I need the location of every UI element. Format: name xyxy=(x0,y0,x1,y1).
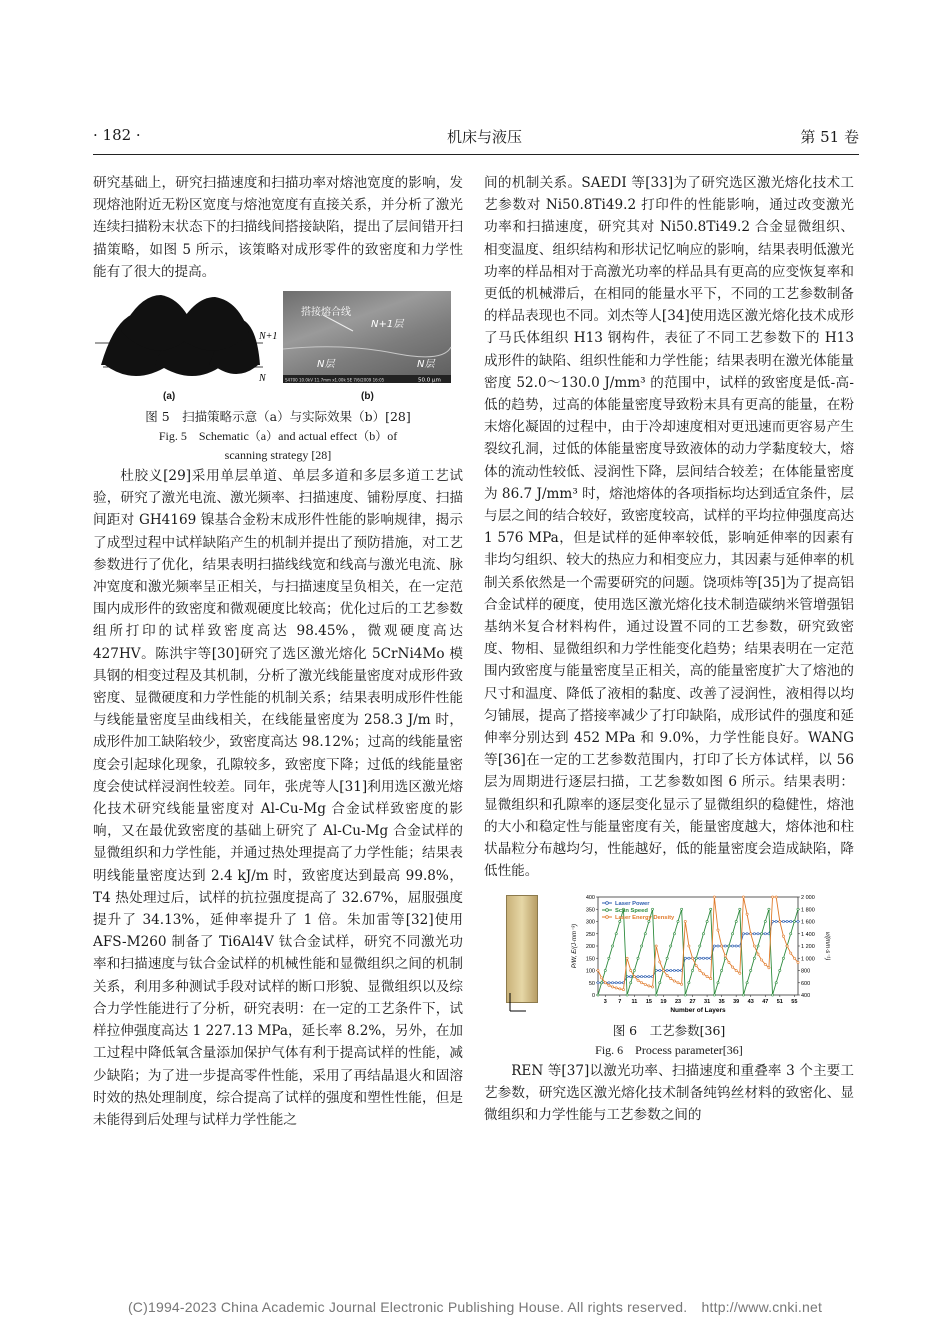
series-point-2 xyxy=(724,954,726,956)
series-point-1 xyxy=(771,993,773,995)
series-point-2 xyxy=(717,928,719,930)
sem-overlay xyxy=(283,291,451,383)
series-point-0 xyxy=(637,975,639,977)
series-point-1 xyxy=(666,957,668,959)
series-point-2 xyxy=(768,966,770,968)
left-tick-label: 100 xyxy=(585,968,595,974)
series-point-2 xyxy=(757,952,759,954)
series-point-1 xyxy=(761,932,763,934)
series-point-2 xyxy=(793,957,795,959)
x-tick-label: 51 xyxy=(776,998,783,1005)
series-point-0 xyxy=(659,969,661,971)
series-point-0 xyxy=(742,932,744,934)
series-point-1 xyxy=(731,932,733,934)
x-tick-label: 7 xyxy=(618,998,622,1005)
series-point-2 xyxy=(688,944,690,946)
series-point-2 xyxy=(771,895,773,897)
figure-6-caption-cn: 图 6 工艺参数[36] xyxy=(612,1022,726,1038)
series-point-2 xyxy=(786,944,788,946)
legend-marker xyxy=(606,901,609,904)
series-point-1 xyxy=(670,944,672,946)
series-point-1 xyxy=(779,969,781,971)
series-point-2 xyxy=(659,960,661,962)
y-axis-right-label: v/(mm·s⁻¹) xyxy=(824,931,830,960)
series-point-1 xyxy=(764,920,766,922)
series-point-0 xyxy=(786,920,788,922)
series-point-0 xyxy=(753,932,755,934)
series-point-2 xyxy=(695,964,697,966)
subfigure-label-a: (a) xyxy=(163,391,176,403)
series-point-0 xyxy=(797,920,799,922)
photo-n-right-label: N层 xyxy=(417,359,435,371)
series-point-1 xyxy=(750,969,752,971)
photo-n-left-label: N层 xyxy=(317,359,335,371)
left-tick-label: 0 xyxy=(591,992,595,999)
figure-6-caption-en: Fig. 6 Process parameter[36] xyxy=(595,1042,743,1057)
x-tick-label: 23 xyxy=(674,998,682,1005)
series-point-2 xyxy=(601,976,603,978)
figure-5-caption-cn: 图 5 扫描策略示意（a）与实际效果（b）[28] xyxy=(145,409,411,425)
series-point-0 xyxy=(731,944,733,946)
series-point-1 xyxy=(753,957,755,959)
sem-info: S4700 10.0kV 11.7mm x1.00k SE 7/6/2009 16:05 xyxy=(285,377,385,383)
paragraph: REN 等[37]以激光功率、扫描速度和重叠率 3 个主要工艺参数，研究选区激光熔化技术制备纯钨丝材料的致密化、显微组织和力学性能与工艺参数之间的 xyxy=(484,1062,854,1123)
figure-5-caption-en-line1: Fig. 5 Schematic（a）and actual effect（b）of xyxy=(158,429,398,444)
series-point-1 xyxy=(695,957,697,959)
series-point-2 xyxy=(637,979,639,981)
journal-name: 机床与液压 xyxy=(447,128,523,146)
series-point-2 xyxy=(764,963,766,965)
series-point-2 xyxy=(611,985,613,987)
left-tick-label: 400 xyxy=(585,894,595,901)
series-point-1 xyxy=(597,993,599,995)
series-point-2 xyxy=(615,986,617,988)
series-point-2 xyxy=(779,920,781,922)
series-point-1 xyxy=(721,969,723,971)
left-tick-label: 150 xyxy=(585,955,595,962)
series-point-1 xyxy=(782,957,784,959)
series-point-1 xyxy=(797,908,799,910)
series-point-1 xyxy=(637,957,639,959)
series-point-1 xyxy=(626,993,628,995)
series-point-2 xyxy=(673,979,675,981)
series-point-0 xyxy=(757,932,759,934)
running-header xyxy=(93,126,859,152)
series-point-1 xyxy=(793,920,795,922)
series-point-2 xyxy=(604,981,606,983)
series-point-2 xyxy=(702,972,704,974)
left-tick-label: 250 xyxy=(585,931,595,938)
series-point-0 xyxy=(706,957,708,959)
x-axis-label: Number of Layers xyxy=(670,1006,726,1014)
series-point-1 xyxy=(728,944,730,946)
series-point-2 xyxy=(775,895,777,897)
series-point-2 xyxy=(597,969,599,971)
series-point-1 xyxy=(710,908,712,910)
series-point-2 xyxy=(677,981,679,983)
series-point-1 xyxy=(699,944,701,946)
series-point-0 xyxy=(615,981,617,983)
series-point-0 xyxy=(775,920,777,922)
right-tick-label: 800 xyxy=(801,968,811,974)
series-point-1 xyxy=(611,944,613,946)
series-point-0 xyxy=(677,969,679,971)
right-tick-label: 2 000 xyxy=(801,894,815,901)
left-column xyxy=(93,172,463,1131)
x-tick-label: 39 xyxy=(733,998,740,1005)
legend-entry: Laser Power xyxy=(615,900,650,907)
series-point-1 xyxy=(641,944,643,946)
series-point-2 xyxy=(735,969,737,971)
series-point-2 xyxy=(608,984,610,986)
series-point-2 xyxy=(651,985,653,987)
series-point-2 xyxy=(626,957,628,959)
paragraph: 间的机制关系。SAEDI 等[33]为了研究选区激光熔化技术工艺参数对 Ni50.8Ti49.2 打印件的性能影响，通过改变激光功率和扫描速度，研究其对 Ni50.8Ti49.2 合金显微组织、相变温度、组织结构和形状记忆响应的影响，结果表明低激光功率的样品相对于高激光功率的样品具有更高的应变恢复率和更低的机械滞后，在相同的能量水平下，不同的工艺参数制备的样品表现也不同。刘杰等人[34]使用选区激光熔化技术成形了马氏体组织 H13 钢构件，表征了不同工艺参数下的 H13 成形件的缺陷、组织性能和力学性能；结果表明在激光体能量密度 52.0～130.0 J/mm³ 的范围中，试样的致密度是低-高-低的趋势，过高的体能量密度导致粉末具有更高的能量，在粉末熔化凝固的过程中，由于冷却速度相对更迅速而更容易产生裂纹孔洞，过低的体能量密度导致液体的动力学黏度较大，熔体的流动性较低、浸润性下降，层间结合较差；在体能量密度为 86.7 J/mm³ 时，熔池熔体的各项指标均达到适宜条件，层与层之间的结合较好，致密度较高，试样的平均拉伸强度高达 1 576 MPa，但是试样的延伸率较低，影响延伸率的因素有非均匀组织、较大的热应力和相变应力，其因素与延伸率的机制关系依然是一个需要研究的问题。饶项炜等[35]为了提高铝合金试样的硬度，使用选区激光熔化技术制造碳纳米管增强铝基纳米复合材料构件，通过设置不同的工艺参数，研究致密度、物相、显微组织和力学性能变化趋势；结果表明在一定范围内致密度与能量密度呈正相关，高的能量密度扩大了熔池的尺寸和温度、降低了液相的黏度、改善了浸润性，液相得以均匀铺展，提高了搭接率减少了打印缺陷，成形试件的强度和延伸率分别达到 452 MPa 和 9.0%，力学性能良好。WANG 等[36]在一定的工艺参数范围内，打印了长方体试样，以 56 层为周期进行逐层扫描，工艺参数如图 6 所示。结果表明：显微组织和孔隙率的逐层变化显示了显微组织的稳健性，熔池的大小和稳定性与能量密度有关，能量密度越大，熔体池和柱状晶粒分布越均匀，性能越好，低的能量密度会造成缺陷，降低性能。 xyxy=(484,175,854,880)
series-point-2 xyxy=(641,981,643,983)
left-tick-label: 200 xyxy=(585,943,595,950)
axis-triad xyxy=(508,987,528,1017)
series-point-2 xyxy=(739,972,741,974)
series-point-2 xyxy=(710,977,712,979)
series-point-2 xyxy=(684,920,686,922)
series-point-1 xyxy=(735,920,737,922)
series-point-1 xyxy=(702,932,704,934)
series-point-1 xyxy=(655,993,657,995)
series-point-1 xyxy=(684,993,686,995)
x-tick-label: 47 xyxy=(762,998,769,1005)
series-point-2 xyxy=(633,975,635,977)
series-point-2 xyxy=(670,977,672,979)
series-point-2 xyxy=(797,961,799,963)
series-point-0 xyxy=(641,975,643,977)
series-point-2 xyxy=(699,969,701,971)
series-point-1 xyxy=(775,981,777,983)
series-point-0 xyxy=(790,920,792,922)
series-point-2 xyxy=(750,932,752,934)
series-point-2 xyxy=(731,965,733,967)
series-point-2 xyxy=(619,987,621,989)
right-tick-label: 1 600 xyxy=(801,919,815,925)
series-point-0 xyxy=(699,957,701,959)
series-point-1 xyxy=(681,908,683,910)
x-tick-label: 19 xyxy=(660,998,667,1005)
series-point-1 xyxy=(706,920,708,922)
series-point-1 xyxy=(673,932,675,934)
series-point-1 xyxy=(677,920,679,922)
series-point-1 xyxy=(746,981,748,983)
series-point-2 xyxy=(644,983,646,985)
series-point-0 xyxy=(608,981,610,983)
right-column xyxy=(484,172,854,1126)
series-point-0 xyxy=(611,981,613,983)
x-tick-label: 27 xyxy=(689,998,696,1005)
left-tick-label: 50 xyxy=(588,980,595,987)
series-point-0 xyxy=(666,969,668,971)
series-point-2 xyxy=(630,969,632,971)
series-point-2 xyxy=(753,944,755,946)
series-point-0 xyxy=(688,957,690,959)
right-tick-label: 400 xyxy=(801,992,811,999)
series-point-1 xyxy=(717,981,719,983)
series-point-0 xyxy=(619,981,621,983)
legend-entry: Laser Energy Density xyxy=(615,914,675,921)
series-point-0 xyxy=(746,932,748,934)
x-tick-label: 3 xyxy=(603,998,607,1005)
x-tick-label: 15 xyxy=(645,998,652,1005)
series-point-1 xyxy=(630,981,632,983)
series-point-2 xyxy=(681,983,683,985)
left-tick-label: 350 xyxy=(585,906,595,913)
right-tick-label: 1 800 xyxy=(801,906,815,913)
right-tick-label: 1 200 xyxy=(801,943,815,950)
x-tick-label: 35 xyxy=(718,998,725,1005)
series-point-1 xyxy=(659,981,661,983)
legend-marker xyxy=(606,908,609,911)
volume-number: 第 51 卷 xyxy=(800,128,859,146)
header-rule xyxy=(93,154,859,155)
subfigure-label-b: (b) xyxy=(361,391,374,403)
series-point-0 xyxy=(597,981,599,983)
paragraph: 杜胶义[29]采用单层单道、单层多道和多层多道工艺试验，研究了激光电流、激光频率、扫描速度、铺粉厚度、扫描间距对 GH4169 镍基合金粉末成形件性能的影响规律，揭示了成型过程中试样缺陷产生的机制并提出了预防措施，对工艺参数进行了优化，结果表明扫描线线宽和线高与激光电流、脉冲宽度和激光频率呈正相关，与扫描速度呈负相关，在一定范围内成形件的致密度和微观硬度比较高；优化过后的工艺参数组所打印的试样致密度高达 98.45%，微观硬度高达 427HV。陈洪宇等[30]研究了选区激光熔化 5CrNi4Mo 模具钢的相变过程及其机制，分析了激光线能量密度对成形件致密度、显微硬度和力学性能的机制关系；结果表明成形件性能与线能量密度呈曲线相关，在线能量密度为 258.3 J/m 时，成形件加工缺陷较少，致密度高达 98.12%；过高的线能量密度会引起球化现象，孔隙较多，致密度下降；过低的线能量密度会使试样浸润性较差。同年，张虎等人[31]利用选区激光熔化技术研究线能量密度对 Al-Cu-Mg 合金试样致密度的影响，又在最优致密度的基础上研究了 Al-Cu-Mg 合金试样的显微组织和力学性能，并通过热处理提高了力学性能；结果表明线能量密度达到 2.4 kJ/m 时，致密度达到最高 99.8%，T4 热处理过后，试样的抗拉强度提高了 32.67%，屈服强度提升了 34.13%，延伸率提升了 1 倍。朱加雷等[32]使用 AFS-M260 制备了 Ti6Al4V 钛合金试样，研究不同激光功率和扫描速度与钛合金试样的机械性能和显微组织之间的机制关系，利用多种测试手段对试样的断口形貌、显微组织以及综合力学性能进行了分析，研究表明：在一定的工艺条件下，试样拉伸强度高达 1 227.13 MPa，延长率 8.2%，另外，在加工过程中降低氧含量添加保护气体有利于提高试样的性能，减少缺陷；为了进一步提高零件性能，采用了再结晶退火和固溶时效的热处理制度，综合提高了试样的强度和塑性性能，但是未能得到后处理与试样力学性能之 xyxy=(93,468,463,1128)
x-tick-label: 11 xyxy=(631,998,638,1005)
legend-marker xyxy=(606,915,609,918)
series-point-0 xyxy=(739,944,741,946)
series-point-2 xyxy=(742,895,744,897)
series-point-1 xyxy=(691,969,693,971)
layer-label-n: N xyxy=(259,373,266,385)
series-point-1 xyxy=(644,932,646,934)
page-number: · 182 · xyxy=(93,126,141,144)
sem-scale: 50.0 μm xyxy=(418,377,441,384)
figure-6 xyxy=(484,891,854,1015)
series-point-1 xyxy=(604,969,606,971)
series-point-1 xyxy=(768,908,770,910)
series-point-1 xyxy=(615,932,617,934)
x-tick-label: 31 xyxy=(704,998,711,1005)
series-point-2 xyxy=(655,944,657,946)
x-tick-label: 55 xyxy=(791,998,798,1005)
series-point-2 xyxy=(713,895,715,897)
series-point-2 xyxy=(746,913,748,915)
copyright-footer: (C)1994-2023 China Academic Journal Electronic Publishing House. All rights reserved. http://www.cnki.net xyxy=(127,1299,823,1315)
paragraph: 研究基础上，研究扫描速度和扫描功率对熔池宽度的影响，发现熔池附近无粉区宽度与熔池宽度有直接关系，并分析了激光连续扫描粉末状态下的扫描线间搭接缺陷，提出了层间错开扫描策略，如图 5 所示，该策略对成形零件的致密度和力学性能有了很大的提高。 xyxy=(93,175,463,280)
series-point-1 xyxy=(739,908,741,910)
process-parameter-chart xyxy=(568,891,832,1015)
series-point-0 xyxy=(782,920,784,922)
series-point-0 xyxy=(717,944,719,946)
series-point-2 xyxy=(782,935,784,937)
series-point-1 xyxy=(713,993,715,995)
overlap-line-label: 搭接熔合线 xyxy=(301,307,351,319)
series-point-0 xyxy=(648,975,650,977)
series-point-2 xyxy=(728,961,730,963)
series-point-0 xyxy=(713,944,715,946)
right-tick-label: 1 400 xyxy=(801,931,815,938)
sem-photo xyxy=(283,291,451,383)
scan-strategy-schematic xyxy=(95,291,278,391)
y-axis-left-label: P/W, E/(J·mm⁻³) xyxy=(572,923,578,968)
series-point-0 xyxy=(673,969,675,971)
series-point-2 xyxy=(622,988,624,990)
series-point-2 xyxy=(662,969,664,971)
series-point-0 xyxy=(630,975,632,977)
right-tick-label: 1 000 xyxy=(801,955,815,962)
right-tick-label: 600 xyxy=(801,980,811,987)
layer-label-n1: N+1 xyxy=(259,331,278,343)
series-point-0 xyxy=(684,957,686,959)
series-point-0 xyxy=(644,975,646,977)
series-point-1 xyxy=(790,932,792,934)
series-point-0 xyxy=(670,969,672,971)
x-tick-label: 43 xyxy=(747,998,754,1005)
series-point-1 xyxy=(757,944,759,946)
left-tick-label: 300 xyxy=(585,919,595,925)
series-point-2 xyxy=(648,984,650,986)
series-point-1 xyxy=(601,981,603,983)
series-point-2 xyxy=(666,974,668,976)
series-point-2 xyxy=(790,952,792,954)
series-point-2 xyxy=(721,944,723,946)
photo-n1-label: N+1层 xyxy=(371,319,404,331)
series-point-0 xyxy=(724,944,726,946)
series-point-2 xyxy=(706,975,708,977)
series-point-2 xyxy=(761,958,763,960)
legend-entry: Scan Speed xyxy=(615,907,648,914)
series-point-1 xyxy=(742,993,744,995)
series-point-1 xyxy=(688,981,690,983)
series-point-0 xyxy=(735,944,737,946)
series-point-2 xyxy=(691,957,693,959)
series-point-0 xyxy=(764,932,766,934)
figure-5 xyxy=(93,289,463,403)
figure-5-caption-en-line2: scanning strategy [28] xyxy=(224,448,332,463)
series-point-0 xyxy=(702,957,704,959)
series-point-1 xyxy=(651,908,653,910)
series-point-1 xyxy=(608,957,610,959)
series-point-1 xyxy=(633,969,635,971)
